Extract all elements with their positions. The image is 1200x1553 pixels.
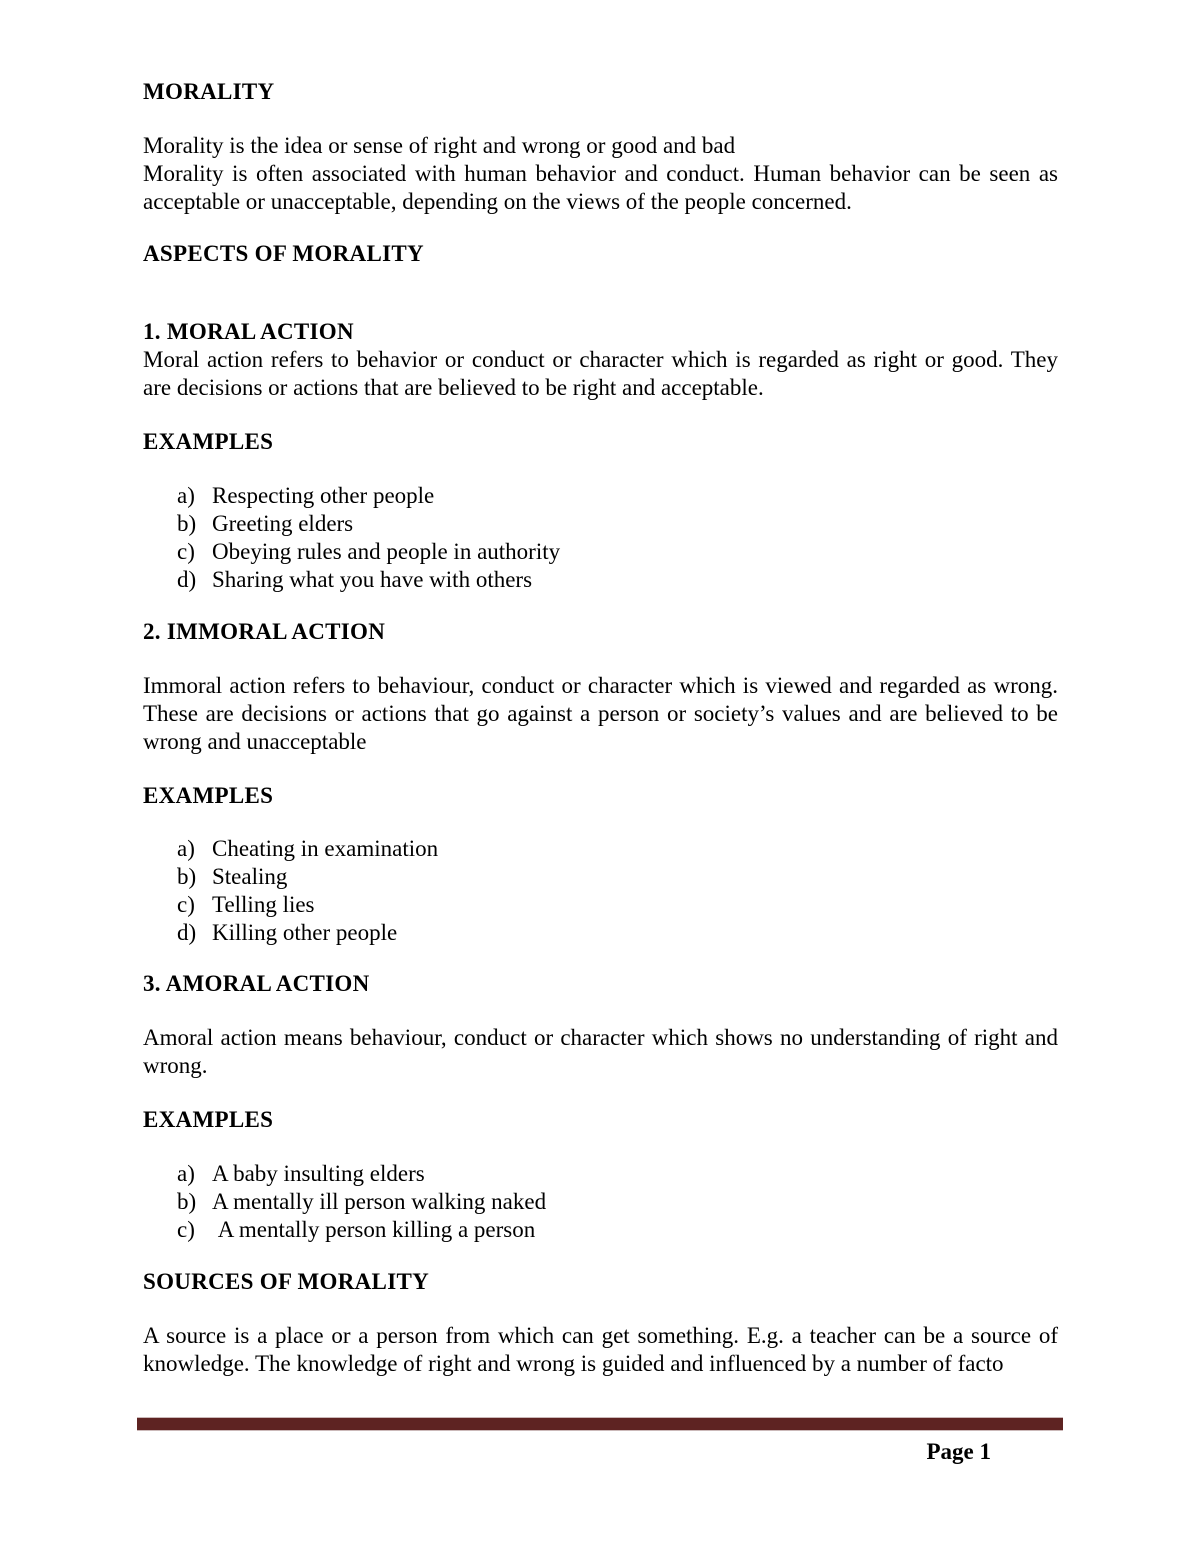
- list-item-text: Sharing what you have with others: [212, 567, 533, 592]
- list-marker: a): [177, 483, 195, 508]
- list-item: [143, 482, 1058, 510]
- list-item-text: Cheating in examination: [212, 836, 439, 861]
- list-item: [143, 863, 1058, 891]
- section-heading: 2. IMMORAL ACTION: [143, 619, 386, 644]
- list-item-text: Respecting other people: [212, 483, 435, 508]
- list-marker: d): [177, 920, 197, 945]
- section-body: Moral action refers to behavior or conduct or character which is regarded as right or good. They are decisions or actions that are believed to be right and acceptable.: [143, 347, 1058, 400]
- list-item: [143, 891, 1058, 919]
- document-page: [143, 78, 1058, 1378]
- examples-heading: EXAMPLES: [143, 429, 274, 454]
- list-item-text: Obeying rules and people in authority: [212, 539, 561, 564]
- list-marker: a): [177, 836, 195, 861]
- list-marker: a): [177, 1161, 195, 1186]
- list-item-text: Telling lies: [212, 892, 315, 917]
- list-item: [143, 1160, 1058, 1188]
- intro-line-1: Morality is the idea or sense of right and wrong or good and bad: [143, 133, 736, 158]
- section-immoral-action: [143, 618, 1058, 947]
- sources-heading: SOURCES OF MORALITY: [143, 1269, 429, 1294]
- section-amoral-action: [143, 970, 1058, 1244]
- list-item: [143, 566, 1058, 594]
- examples-list: [143, 482, 1058, 594]
- section-heading: 1. MORAL ACTION: [143, 319, 354, 344]
- list-marker: b): [177, 864, 197, 889]
- list-item: [143, 510, 1058, 538]
- list-item-text: A baby insulting elders: [212, 1161, 425, 1186]
- aspects-heading: ASPECTS OF MORALITY: [143, 241, 424, 266]
- list-item-text: Killing other people: [212, 920, 398, 945]
- footer-divider-bar: [137, 1417, 1063, 1431]
- intro-line-2: Morality is often associated with human behavior and conduct. Human behavior can be seen as acceptable or unacceptable, depending on the views of the people concerned.: [143, 161, 1058, 214]
- list-item-text: A mentally ill person walking naked: [212, 1189, 547, 1214]
- document-title: MORALITY: [143, 79, 275, 104]
- list-item: [143, 1188, 1058, 1216]
- section-body: Amoral action means behaviour, conduct or character which shows no understanding of right and wrong.: [143, 1025, 1058, 1078]
- section-heading: 3. AMORAL ACTION: [143, 971, 370, 996]
- list-item-text: A mentally person killing a person: [212, 1217, 536, 1242]
- examples-heading: EXAMPLES: [143, 783, 274, 808]
- list-item: [143, 538, 1058, 566]
- list-marker: c): [177, 892, 195, 917]
- list-item-text: Stealing: [212, 864, 288, 889]
- section-sources: [143, 1268, 1058, 1378]
- list-marker: b): [177, 511, 197, 536]
- page-number: Page 1: [926, 1439, 991, 1464]
- examples-heading: EXAMPLES: [143, 1107, 274, 1132]
- list-marker: d): [177, 567, 197, 592]
- examples-list: [143, 835, 1058, 947]
- list-item: [143, 1216, 1058, 1244]
- list-item: [143, 835, 1058, 863]
- intro-paragraph: [143, 132, 1058, 216]
- list-marker: c): [177, 539, 195, 564]
- list-item: [143, 919, 1058, 947]
- section-moral-action: [143, 318, 1058, 594]
- examples-list: [143, 1160, 1058, 1244]
- list-marker: b): [177, 1189, 197, 1214]
- sources-body: A source is a place or a person from which can get something. E.g. a teacher can be a source of knowledge. The knowledge of right and wrong is guided and influenced by a number of facto: [143, 1323, 1058, 1376]
- list-marker: c): [177, 1217, 195, 1242]
- list-item-text: Greeting elders: [212, 511, 354, 536]
- section-body: Immoral action refers to behaviour, conduct or character which is viewed and regarded as wrong. These are decisions or actions that go against a person or society’s values and are believed to be wrong and unacceptable: [143, 673, 1058, 754]
